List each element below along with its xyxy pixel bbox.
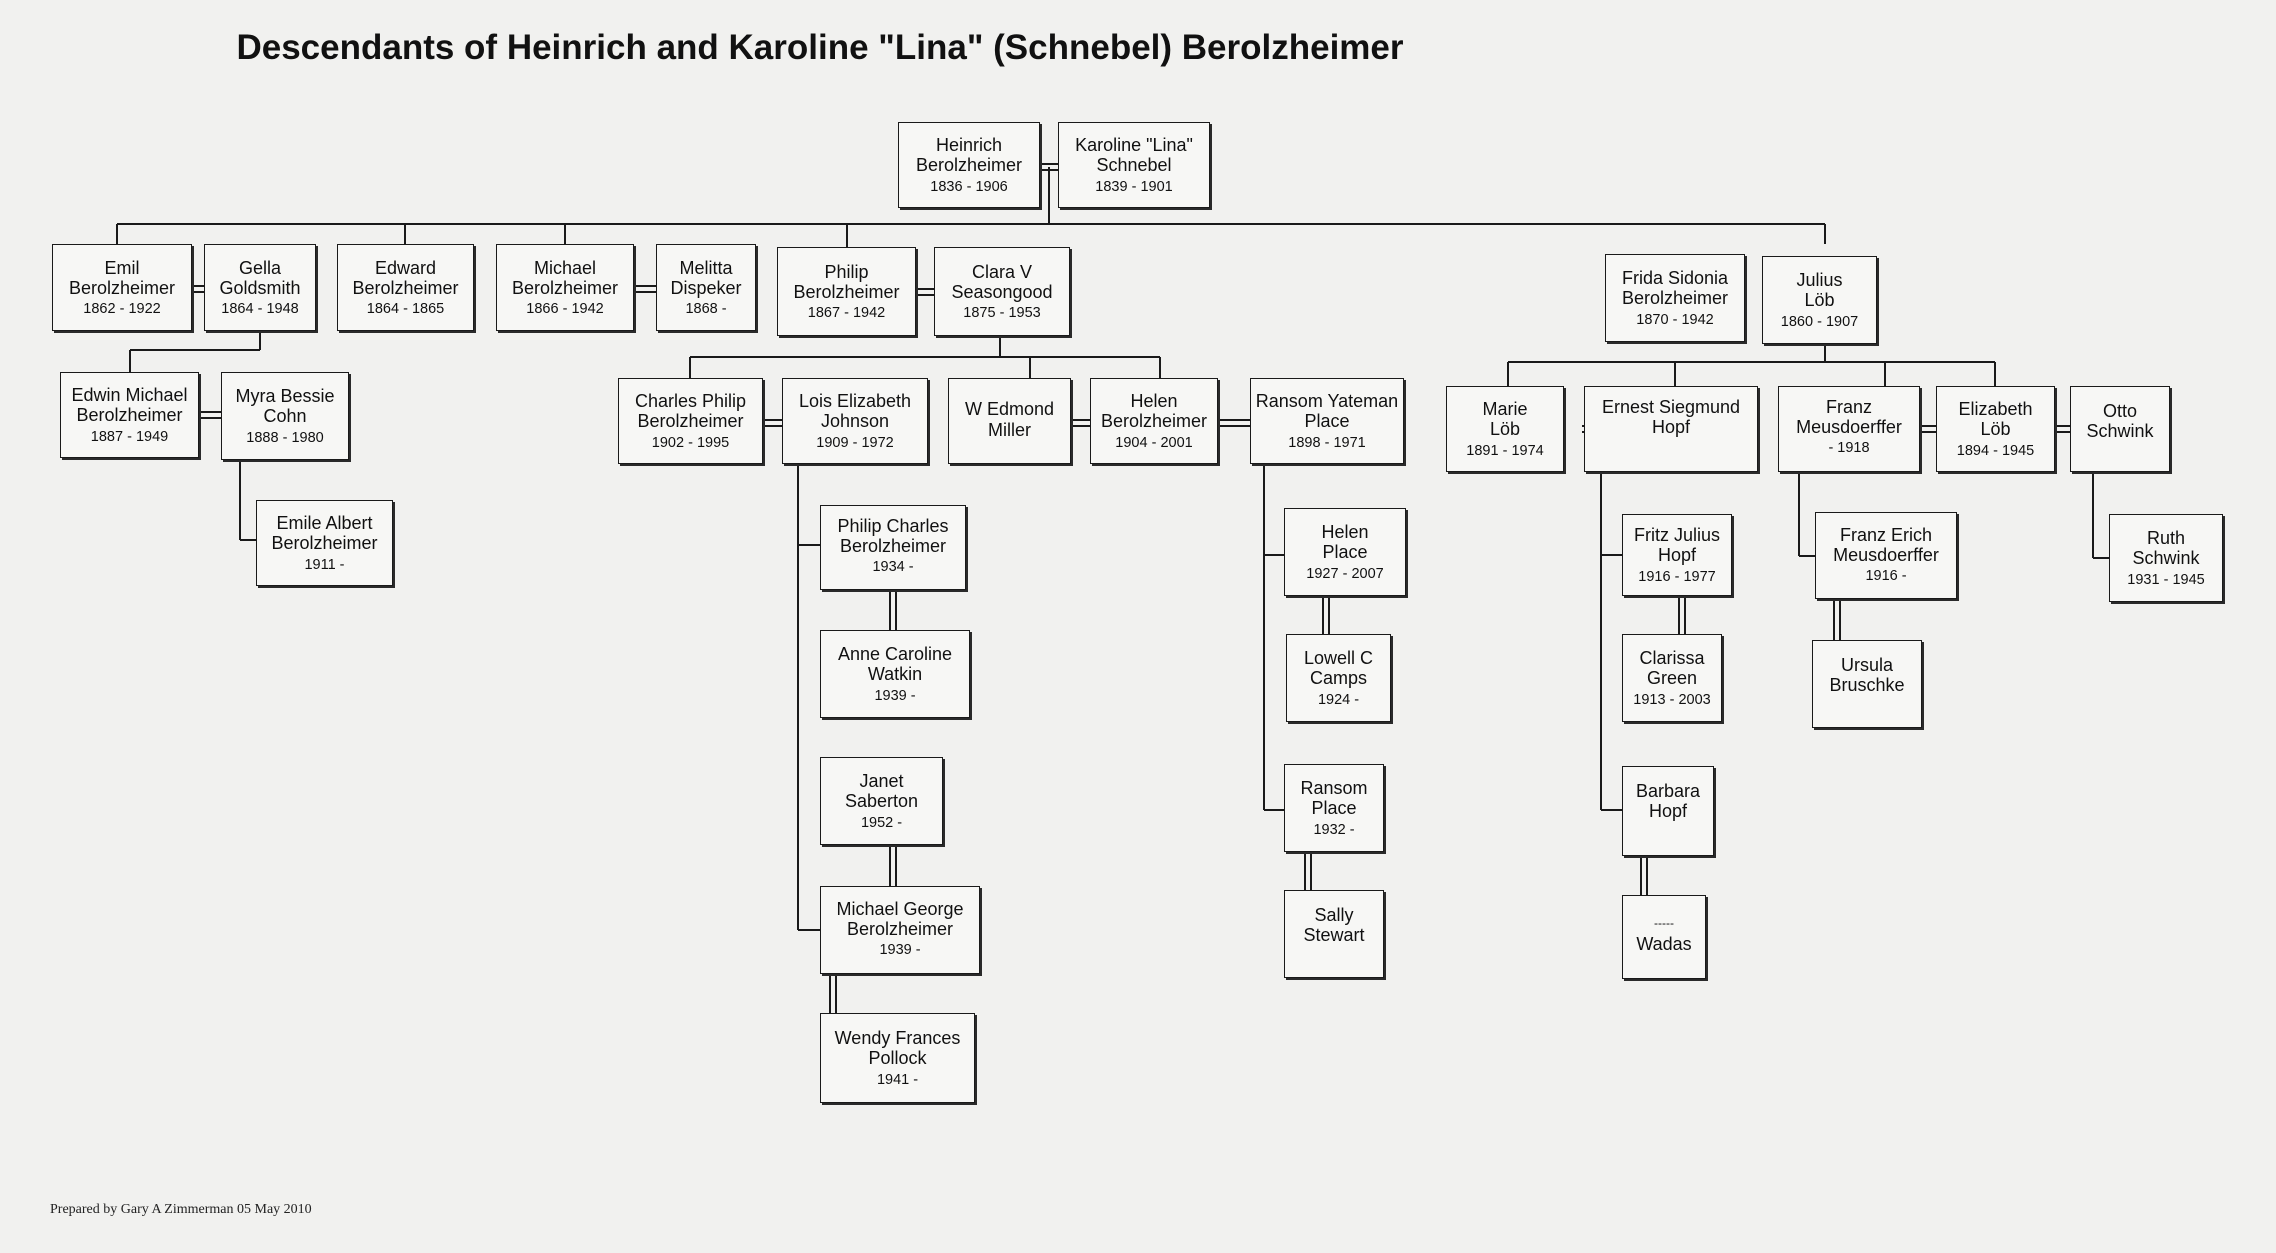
name-line1: Ransom [1300,778,1368,799]
person-emil [52,244,192,331]
person-barbara [1622,766,1714,856]
person-franz [1778,386,1920,472]
name-line1: Ransom Yateman [1255,391,1399,412]
name-line1: Myra Bessie [235,386,335,407]
life-dates: 1875 - 1953 [963,305,1041,322]
prepared-by-footer: Prepared by Gary A Zimmerman 05 May 2010 [50,1202,312,1217]
life-dates: 1931 - 1945 [2127,571,2205,588]
name-line2: Hopf [1651,417,1691,438]
person-emile [256,500,393,586]
name-line2: Berolzheimer [839,536,947,557]
person-frida [1605,254,1745,342]
name-line2: Watkin [867,664,923,685]
life-dates: 1941 - [876,1071,919,1088]
name-line2: Berolzheimer [271,533,378,554]
name-line2: Place [1322,542,1368,563]
life-dates: 1862 - 1922 [83,301,161,318]
name-line2: Place [1304,411,1350,432]
name-line1: Edward [374,257,437,278]
name-line1: Michael [533,257,597,278]
name-line2: Löb [1489,419,1521,440]
person-clarissa [1622,634,1722,722]
name-line2: Schwink [2086,421,2154,442]
name-line1: Franz Erich [1839,525,1933,545]
name-line1: Michael George [836,899,964,919]
name-line2: Berolzheimer [511,277,619,298]
name-line1: Melitta [679,257,733,278]
name-line1: Janet [859,771,904,792]
name-line2: Stewart [1303,925,1365,946]
name-line2: Bruschke [1829,675,1905,696]
name-line2: Meusdoerffer [1833,545,1939,566]
person-clara [934,247,1070,336]
name-line1: Clarissa [1639,648,1705,669]
name-line2: Camps [1309,668,1367,689]
name-line1: Heinrich [935,135,1003,156]
person-karoline [1058,122,1210,208]
name-line1: Gella [238,257,282,278]
name-line2: Berolzheimer [637,411,744,432]
life-dates: 1913 - 2003 [1633,691,1711,708]
life-dates: 1839 - 1901 [1095,178,1173,195]
name-line1: Clara V [971,261,1033,282]
person-wadas [1622,895,1706,979]
person-gella [204,244,316,331]
name-line2: Berolzheimer [68,277,176,298]
name-line2: Place [1311,798,1357,819]
life-dates: 1867 - 1942 [807,305,886,322]
name-line1: Helen [1130,391,1178,412]
name-line2: Hopf [1648,801,1688,822]
person-helen-berolzheimer [1090,378,1218,464]
life-dates: 1916 - [1865,568,1907,585]
name-line1: Ruth [2146,528,2186,549]
person-philip-charles [820,505,966,590]
life-dates: 1934 - [872,559,914,576]
name-line1: Philip Charles [837,516,949,536]
name-line1: Barbara [1635,781,1701,801]
name-line1: Karoline "Lina" [1075,135,1193,156]
life-dates: 1916 - 1977 [1638,568,1716,585]
name-line2: Hopf [1657,545,1697,566]
name-line1: ----- [1654,915,1674,930]
name-line2: Berolzheimer [793,281,900,302]
name-line2: Wadas [1636,934,1692,955]
person-ransom [1250,378,1404,464]
person-janet [820,757,943,845]
name-line1: Lois Elizabeth [798,391,912,412]
name-line1: Frida Sidonia [1621,268,1729,289]
person-helen-place [1284,508,1406,596]
name-line1: Wendy Frances [834,1028,961,1049]
name-line1: Philip [824,261,869,282]
life-dates: 1911 - [304,556,345,573]
name-line2: Löb [1804,290,1835,311]
name-line2: Löb [1980,419,2011,440]
person-charles [618,378,763,464]
person-philip [777,247,916,336]
person-julius [1762,256,1877,344]
life-dates: 1868 - [685,301,727,318]
life-dates: 1870 - 1942 [1636,311,1714,328]
name-line1: Julius [1796,270,1843,291]
person-otto [2070,386,2170,472]
person-franz-erich [1815,512,1957,599]
life-dates: 1894 - 1945 [1956,442,2035,459]
name-line2: Miller [988,419,1031,440]
life-dates: 1891 - 1974 [1466,442,1544,459]
life-dates: 1864 - 1948 [221,301,299,318]
name-line1: Sally [1314,905,1354,925]
name-line1: Franz [1825,397,1872,417]
life-dates: 1927 - 2007 [1306,565,1384,582]
person-wedmond [948,378,1071,464]
person-heinrich [898,122,1040,208]
life-dates: - 1918 [1828,440,1870,457]
name-line2: Berolzheimer [1100,411,1208,432]
person-myra [221,372,349,460]
name-line1: Marie [1482,399,1528,420]
life-dates: 1939 - [874,687,916,704]
name-line1: Elizabeth [1958,399,2033,420]
life-dates: 1939 - [879,942,921,959]
name-line1: Charles Philip [634,391,747,412]
name-line1: Anne Caroline [837,644,953,665]
person-sally [1284,890,1384,978]
name-line2: Pollock [868,1048,927,1069]
life-dates: 1888 - 1980 [246,429,324,446]
name-line2: Berolzheimer [1621,288,1729,309]
person-elizabeth [1936,386,2055,472]
life-dates: 1902 - 1995 [651,434,730,451]
person-ursula [1812,640,1922,728]
person-ruth [2109,514,2223,602]
life-dates: 1952 - [860,814,903,831]
name-line1: Fritz Julius [1633,525,1720,546]
name-line1: Emile Albert [276,513,373,534]
name-line2: Goldsmith [219,277,301,298]
life-dates: 1932 - [1313,821,1355,838]
name-line2: Berolzheimer [352,277,459,298]
name-line2: Saberton [844,791,919,812]
name-line1: Edwin Michael [71,385,188,406]
name-line2: Berolzheimer [846,919,954,940]
person-fritz [1622,514,1732,596]
person-marie [1446,386,1564,472]
name-line2: Schwink [2132,548,2200,569]
person-lowell [1286,634,1391,722]
name-line2: Meusdoerffer [1796,417,1902,438]
name-line2: Berolzheimer [76,405,183,426]
person-anne [820,630,970,718]
life-dates: 1887 - 1949 [90,428,169,445]
person-michael [496,244,634,331]
name-line1: W Edmond [964,399,1055,420]
name-line1: Lowell C [1303,648,1374,669]
person-edward [337,244,474,331]
life-dates: 1898 - 1971 [1288,434,1366,451]
name-line1: Otto [2102,401,2137,421]
person-michael-george [820,886,980,974]
name-line2: Berolzheimer [915,155,1023,176]
person-edwin [60,372,199,458]
chart-title: Descendants of Heinrich and Karoline "Lina" (Schnebel) Berolzheimer [236,28,1404,67]
name-line1: Helen [1321,522,1369,543]
person-wendy [820,1013,975,1103]
life-dates: 1909 - 1972 [816,434,894,451]
life-dates: 1860 - 1907 [1780,313,1859,330]
person-melitta [656,244,756,331]
name-line2: Cohn [263,406,307,427]
life-dates: 1836 - 1906 [930,178,1008,195]
name-line1: Ernest Siegmund [1601,397,1741,417]
name-line2: Green [1646,668,1698,689]
person-lois [782,378,928,464]
name-line2: Seasongood [951,281,1053,302]
life-dates: 1864 - 1865 [366,301,445,318]
name-line2: Schnebel [1096,155,1172,176]
person-ransom-place [1284,764,1384,852]
name-line2: Johnson [820,411,890,432]
name-line1: Emil [104,257,140,278]
person-ernest [1584,386,1758,472]
life-dates: 1866 - 1942 [526,301,604,318]
life-dates: 1904 - 2001 [1115,434,1193,451]
name-line2: Dispeker [670,277,742,298]
name-line1: Ursula [1840,655,1893,675]
life-dates: 1924 - [1317,691,1360,708]
